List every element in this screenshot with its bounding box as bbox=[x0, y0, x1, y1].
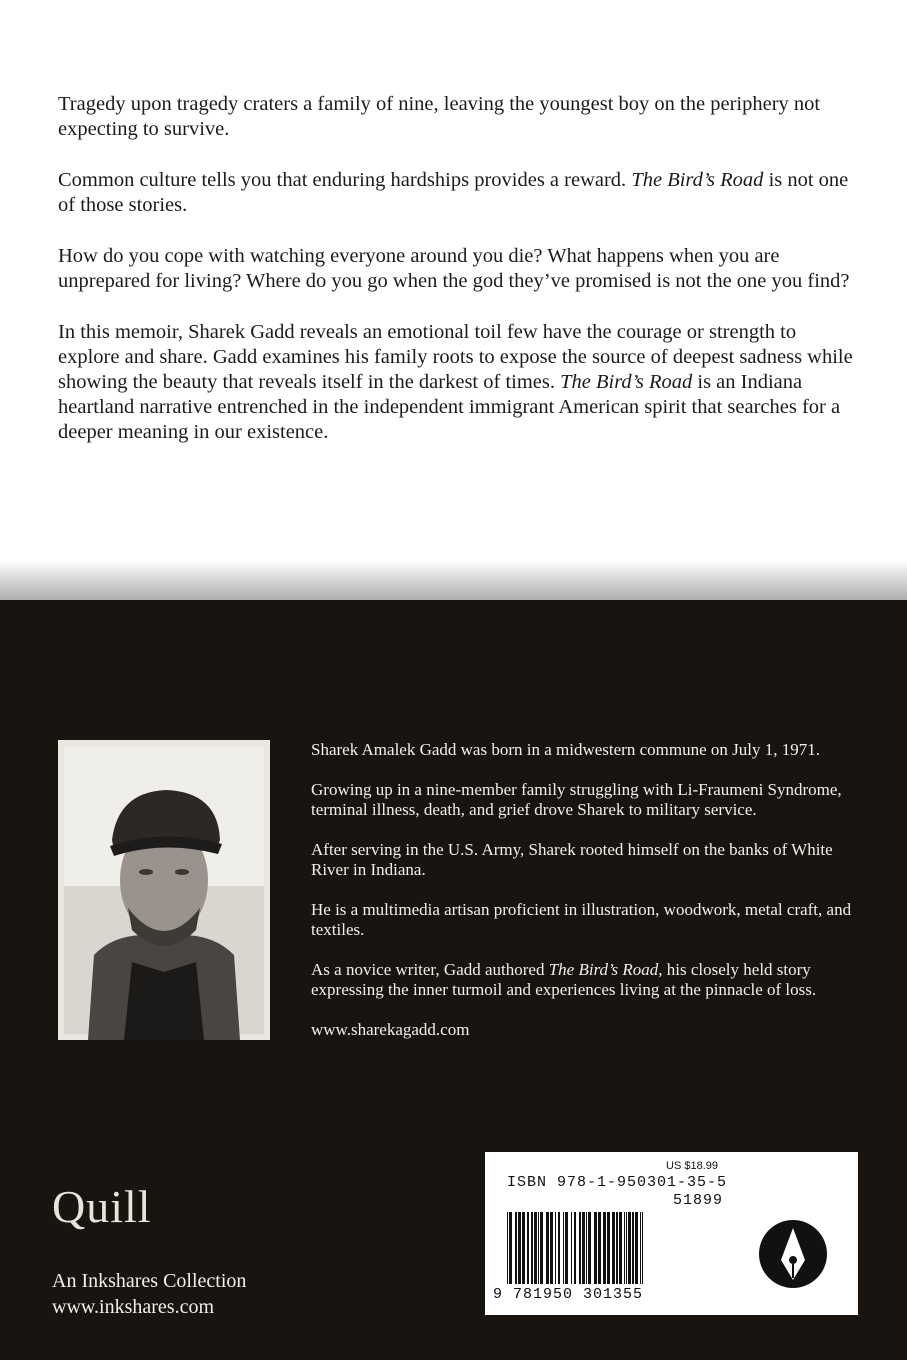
barcode-bar bbox=[574, 1212, 576, 1284]
blurb-paragraph-2: Common culture tells you that enduring hardships provides a reward. The Bird’s Road is not one of those stories. bbox=[58, 169, 849, 216]
barcode-bar bbox=[579, 1212, 581, 1284]
bio-paragraph-1: Sharek Amalek Gadd was born in a midwestern commune on July 1, 1971. bbox=[311, 740, 820, 759]
price-addon-code: 51899 bbox=[673, 1192, 724, 1209]
book-blurb bbox=[58, 92, 858, 471]
barcode-bar bbox=[509, 1212, 512, 1284]
barcode-bar bbox=[571, 1212, 572, 1284]
barcode-bar bbox=[538, 1212, 539, 1284]
barcode-bar bbox=[540, 1212, 543, 1284]
barcode-bar bbox=[558, 1212, 560, 1284]
torn-paper-edge bbox=[0, 560, 907, 700]
barcode-bar bbox=[603, 1212, 606, 1284]
barcode-bar bbox=[626, 1212, 627, 1284]
barcode-bar bbox=[624, 1212, 625, 1284]
book-title: The Bird’s Road, bbox=[548, 960, 663, 979]
barcode-bar bbox=[518, 1212, 521, 1284]
barcode-bar bbox=[616, 1212, 618, 1284]
pen-nib-icon bbox=[753, 1214, 833, 1294]
book-title: The Bird’s Road bbox=[631, 169, 764, 191]
isbn-text: ISBN 978-1-950301-35-5 bbox=[507, 1174, 728, 1191]
barcode-bar bbox=[628, 1212, 631, 1284]
publisher-website[interactable]: www.inkshares.com bbox=[52, 1296, 215, 1318]
collection-name: An Inkshares Collection bbox=[52, 1270, 247, 1292]
price-label: US $18.99 bbox=[666, 1160, 718, 1172]
barcode-bar bbox=[607, 1212, 610, 1284]
barcode-bar bbox=[534, 1212, 537, 1284]
barcode-bar bbox=[588, 1212, 591, 1284]
author-website[interactable]: www.sharekagadd.com bbox=[311, 1020, 470, 1039]
barcode-bar bbox=[586, 1212, 587, 1284]
blurb-paragraph-3: How do you cope with watching everyone around you die? What happens when you are unprepared for living? Where do you go when the god they’ve promised is not the one you find? bbox=[58, 245, 850, 292]
barcode-bar bbox=[582, 1212, 585, 1284]
bio-paragraph-3: After serving in the U.S. Army, Sharek rooted himself on the banks of White River in Indiana. bbox=[311, 840, 833, 879]
blurb-paragraph-4: In this memoir, Sharek Gadd reveals an emotional toil few have the courage or strength to explore and share. Gadd examines his family roots to expose the source of deepest sadness while showing the beauty that reveals itself in the darkest of times. The Bird’s Road is an Indiana heartland narrative entrenched in the independent immigrant American spirit that searches for a deeper meaning in our existence. bbox=[58, 321, 853, 443]
barcode-bar bbox=[527, 1212, 529, 1284]
barcode-bar bbox=[515, 1212, 517, 1284]
barcode-bar bbox=[531, 1212, 533, 1284]
barcode-bar bbox=[598, 1212, 601, 1284]
barcode-bar bbox=[522, 1212, 525, 1284]
barcode-bar bbox=[635, 1212, 638, 1284]
quill-logo: Quill bbox=[52, 1181, 152, 1232]
bio-paragraph-2: Growing up in a nine-member family struggling with Li-Fraumeni Syndrome, terminal illness, death, and grief drove Sharek to military service. bbox=[311, 780, 842, 819]
author-bio bbox=[311, 740, 871, 1060]
barcode-bar bbox=[555, 1212, 556, 1284]
barcode-bar bbox=[563, 1212, 564, 1284]
barcode-bar bbox=[640, 1212, 641, 1284]
blurb-paragraph-1: Tragedy upon tragedy craters a family of nine, leaving the youngest boy on the periphery not expecting to survive. bbox=[58, 93, 821, 140]
barcode-bar bbox=[546, 1212, 549, 1284]
barcode-bar bbox=[612, 1212, 615, 1284]
barcode-bars bbox=[505, 1212, 733, 1284]
book-title: The Bird’s Road bbox=[560, 371, 693, 393]
author-photo bbox=[58, 740, 270, 1040]
barcode-bar bbox=[507, 1212, 508, 1284]
ean-number: 9 781950 301355 bbox=[493, 1286, 644, 1303]
barcode-bar bbox=[619, 1212, 622, 1284]
barcode-bar bbox=[594, 1212, 597, 1284]
barcode-bar bbox=[565, 1212, 568, 1284]
publisher-imprint bbox=[52, 1268, 246, 1320]
bio-paragraph-4: He is a multimedia artisan proficient in illustration, woodwork, metal craft, and textiles. bbox=[311, 900, 852, 939]
barcode-box bbox=[485, 1152, 858, 1315]
barcode-bar bbox=[632, 1212, 634, 1284]
bio-paragraph-5: As a novice writer, Gadd authored The Bird’s Road, his closely held story expressing the inner turmoil and experiences living at the pinnacle of loss. bbox=[311, 960, 817, 999]
barcode-bar bbox=[550, 1212, 553, 1284]
barcode-bar bbox=[642, 1212, 643, 1284]
